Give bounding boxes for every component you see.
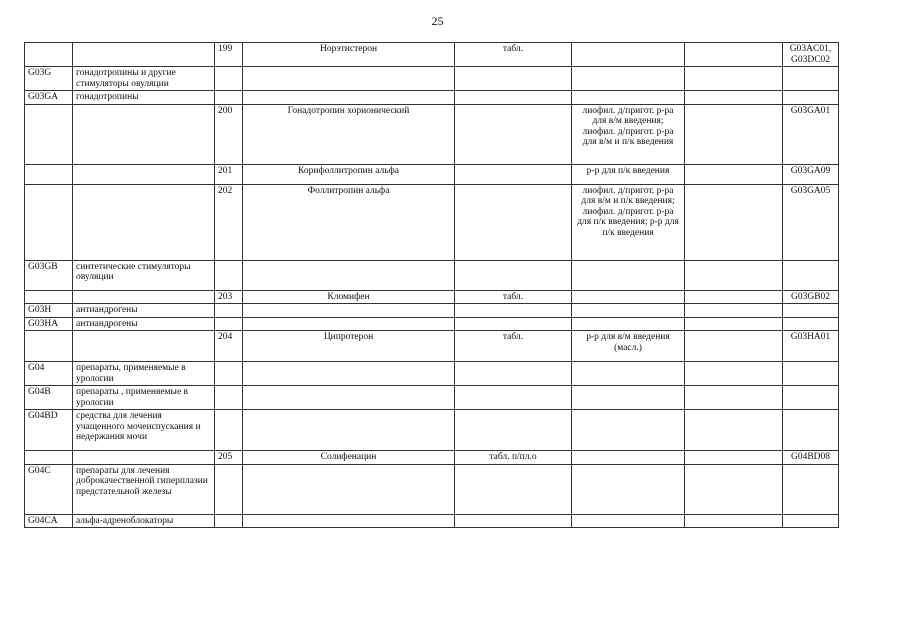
dosage-form [455, 514, 572, 528]
drug-name [243, 317, 455, 331]
group-description: препараты , применяемые в урологии [73, 386, 215, 410]
group-description: средства для лечения учащенного мочеиспускания и недержания мочи [73, 410, 215, 451]
table-row [25, 317, 839, 331]
atc-code [783, 91, 839, 105]
item-number: 199 [215, 43, 243, 67]
atc-group-code: G04BD [25, 410, 73, 451]
group-description [73, 164, 215, 184]
drug-name [243, 514, 455, 528]
drug-name [243, 67, 455, 91]
atc-code [783, 386, 839, 410]
atc-code [783, 67, 839, 91]
dosage-form [455, 164, 572, 184]
item-number [215, 362, 243, 386]
empty-cell [685, 386, 783, 410]
dosage-form-detail [572, 362, 685, 386]
item-number: 201 [215, 164, 243, 184]
dosage-form [455, 184, 572, 260]
empty-cell [685, 67, 783, 91]
atc-code: G04BD08 [783, 451, 839, 465]
dosage-form-detail: лиофил. д/пригот. р-ра для в/м и п/к введения; лиофил. д/пригот. р-ра для п/к введения; р-р для п/к введения [572, 184, 685, 260]
table-row [25, 67, 839, 91]
dosage-form [455, 362, 572, 386]
dosage-form-detail: р-р для п/к введения [572, 164, 685, 184]
table-row [25, 331, 839, 362]
item-number: 203 [215, 290, 243, 304]
atc-code [783, 304, 839, 318]
atc-code: G03GB02 [783, 290, 839, 304]
dosage-form-detail [572, 317, 685, 331]
drug-name: Корифоллитропин альфа [243, 164, 455, 184]
table-row [25, 362, 839, 386]
dosage-form [455, 91, 572, 105]
dosage-form-detail [572, 464, 685, 514]
empty-cell [685, 290, 783, 304]
empty-cell [685, 91, 783, 105]
drug-name [243, 304, 455, 318]
dosage-form [455, 410, 572, 451]
dosage-form-detail [572, 514, 685, 528]
item-number: 200 [215, 104, 243, 164]
table-row [25, 104, 839, 164]
table-row [25, 43, 839, 67]
empty-cell [685, 464, 783, 514]
group-description [73, 184, 215, 260]
atc-group-code [25, 104, 73, 164]
dosage-form-detail [572, 290, 685, 304]
dosage-form-detail [572, 91, 685, 105]
atc-group-code: G04 [25, 362, 73, 386]
atc-code [783, 464, 839, 514]
table-row [25, 410, 839, 451]
empty-cell [685, 260, 783, 290]
atc-group-code: G03GA [25, 91, 73, 105]
atc-code [783, 362, 839, 386]
group-description: антиандрогены [73, 304, 215, 318]
group-description [73, 331, 215, 362]
drug-name [243, 386, 455, 410]
dosage-form-detail [572, 43, 685, 67]
atc-code [783, 317, 839, 331]
table-row [25, 260, 839, 290]
empty-cell [685, 43, 783, 67]
drug-name: Норэтистерон [243, 43, 455, 67]
dosage-form-detail: лиофил. д/пригот. р-ра для в/м введения; лиофил. д/пригот. р-ра для в/м и п/к введения [572, 104, 685, 164]
item-number [215, 317, 243, 331]
drug-name [243, 362, 455, 386]
table-row [25, 304, 839, 318]
empty-cell [685, 317, 783, 331]
atc-group-code [25, 164, 73, 184]
drug-name: Ципротерон [243, 331, 455, 362]
empty-cell [685, 514, 783, 528]
dosage-form-detail [572, 260, 685, 290]
table-row [25, 91, 839, 105]
dosage-form [455, 464, 572, 514]
atc-code: G03GA01 [783, 104, 839, 164]
item-number [215, 304, 243, 318]
group-description: препараты, применяемые в урологии [73, 362, 215, 386]
dosage-form [455, 260, 572, 290]
table-row [25, 164, 839, 184]
item-number [215, 260, 243, 290]
item-number: 205 [215, 451, 243, 465]
drug-register-table [24, 42, 839, 528]
dosage-form [455, 304, 572, 318]
atc-group-code [25, 43, 73, 67]
atc-code [783, 514, 839, 528]
dosage-form-detail [572, 386, 685, 410]
empty-cell [685, 410, 783, 451]
atc-group-code: G04B [25, 386, 73, 410]
drug-name [243, 260, 455, 290]
item-number [215, 67, 243, 91]
group-description: гонадотропины и другие стимуляторы овуляции [73, 67, 215, 91]
dosage-form [455, 317, 572, 331]
atc-group-code [25, 290, 73, 304]
group-description [73, 290, 215, 304]
page-number: 25 [431, 14, 444, 28]
empty-cell [685, 164, 783, 184]
atc-code: G03AC01, G03DC02 [783, 43, 839, 67]
atc-group-code: G03H [25, 304, 73, 318]
dosage-form [455, 104, 572, 164]
drug-name: Кломифен [243, 290, 455, 304]
empty-cell [685, 451, 783, 465]
group-description: альфа-адреноблокаторы [73, 514, 215, 528]
atc-group-code: G03HA [25, 317, 73, 331]
drug-name [243, 91, 455, 105]
table-row [25, 451, 839, 465]
table-row [25, 514, 839, 528]
empty-cell [685, 104, 783, 164]
item-number [215, 410, 243, 451]
empty-cell [685, 184, 783, 260]
dosage-form: табл. [455, 290, 572, 304]
atc-group-code: G03GB [25, 260, 73, 290]
atc-group-code [25, 331, 73, 362]
item-number [215, 91, 243, 105]
atc-code: G03HA01 [783, 331, 839, 362]
drug-name: Солифенацин [243, 451, 455, 465]
table-row [25, 290, 839, 304]
dosage-form-detail [572, 67, 685, 91]
table-row [25, 386, 839, 410]
empty-cell [685, 362, 783, 386]
group-description: гонадотропины [73, 91, 215, 105]
dosage-form [455, 386, 572, 410]
dosage-form: табл. п/пл.о [455, 451, 572, 465]
dosage-form-detail: р-р для в/м введения (масл.) [572, 331, 685, 362]
dosage-form-detail [572, 410, 685, 451]
atc-code [783, 260, 839, 290]
atc-code: G03GA05 [783, 184, 839, 260]
item-number: 202 [215, 184, 243, 260]
group-description: препараты для лечения доброкачественной гиперплазии предстательной железы [73, 464, 215, 514]
drug-name: Фоллитропин альфа [243, 184, 455, 260]
dosage-form-detail [572, 451, 685, 465]
group-description [73, 43, 215, 67]
atc-group-code: G04CA [25, 514, 73, 528]
group-description [73, 451, 215, 465]
group-description: антиандрогены [73, 317, 215, 331]
drug-name [243, 410, 455, 451]
item-number [215, 386, 243, 410]
table-row [25, 464, 839, 514]
drug-name: Гонадотропин хорионический [243, 104, 455, 164]
group-description: синтетические стимуляторы овуляции [73, 260, 215, 290]
group-description [73, 104, 215, 164]
atc-code: G03GA09 [783, 164, 839, 184]
empty-cell [685, 331, 783, 362]
atc-code [783, 410, 839, 451]
item-number: 204 [215, 331, 243, 362]
dosage-form: табл. [455, 43, 572, 67]
dosage-form: табл. [455, 331, 572, 362]
empty-cell [685, 304, 783, 318]
item-number [215, 514, 243, 528]
atc-group-code [25, 451, 73, 465]
atc-group-code: G03G [25, 67, 73, 91]
dosage-form [455, 67, 572, 91]
table-row [25, 184, 839, 260]
dosage-form-detail [572, 304, 685, 318]
atc-group-code: G04C [25, 464, 73, 514]
atc-group-code [25, 184, 73, 260]
item-number [215, 464, 243, 514]
drug-name [243, 464, 455, 514]
